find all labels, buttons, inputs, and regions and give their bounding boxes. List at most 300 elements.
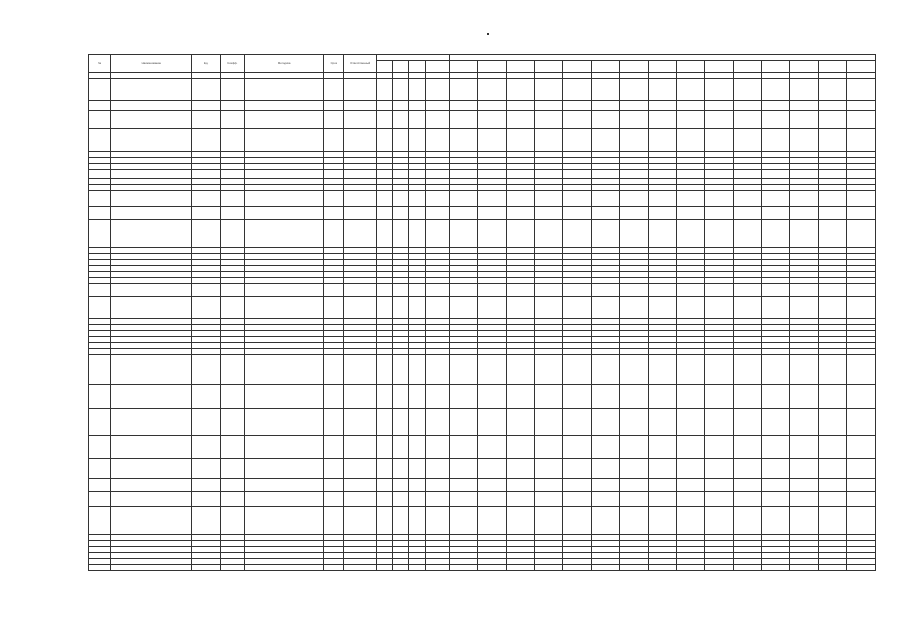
- table-cell: [591, 79, 619, 101]
- table-cell: [393, 297, 409, 319]
- table-cell: [409, 220, 425, 248]
- table-cell: [111, 220, 192, 248]
- table-cell: [535, 459, 563, 479]
- table-row: [89, 101, 876, 111]
- table-cell: [705, 101, 733, 111]
- table-cell: [376, 284, 392, 297]
- table-cell: [344, 479, 376, 492]
- table-cell: [220, 79, 244, 101]
- table-cell: [620, 409, 648, 436]
- table-cell: [220, 111, 244, 129]
- table-cell: [245, 355, 324, 385]
- table-cell: [620, 297, 648, 319]
- table-cell: [111, 207, 192, 220]
- table-cell: [563, 207, 591, 220]
- table-cell: [409, 129, 425, 152]
- table-cell: [425, 436, 449, 459]
- column-header: [376, 61, 392, 73]
- table-cell: [676, 409, 704, 436]
- table-cell: [591, 409, 619, 436]
- table-cell: [324, 170, 344, 179]
- table-cell: [506, 479, 534, 492]
- table-cell: [563, 355, 591, 385]
- column-header: №: [89, 55, 111, 73]
- table-cell: [535, 355, 563, 385]
- table-cell: [409, 111, 425, 129]
- table-cell: [790, 355, 818, 385]
- table-cell: [111, 111, 192, 129]
- table-cell: [376, 170, 392, 179]
- table-cell: [563, 79, 591, 101]
- table-cell: [762, 565, 790, 571]
- table-row: [89, 355, 876, 385]
- table-cell: [790, 297, 818, 319]
- table-cell: [506, 385, 534, 409]
- column-header: [425, 61, 449, 73]
- year-header: [648, 61, 676, 73]
- table-cell: [192, 436, 220, 459]
- table-cell: [818, 565, 846, 571]
- table-row: [89, 129, 876, 152]
- table-cell: [478, 220, 506, 248]
- table-cell: [478, 79, 506, 101]
- table-cell: [563, 409, 591, 436]
- table-cell: [324, 111, 344, 129]
- table-cell: [506, 492, 534, 507]
- year-header: [762, 61, 790, 73]
- table-cell: [449, 409, 477, 436]
- table-cell: [648, 111, 676, 129]
- table-cell: [705, 207, 733, 220]
- table-cell: [393, 79, 409, 101]
- table-cell: [192, 565, 220, 571]
- table-cell: [89, 191, 111, 207]
- table-row: [89, 385, 876, 409]
- table-cell: [89, 492, 111, 507]
- table-cell: [111, 170, 192, 179]
- table-cell: [591, 565, 619, 571]
- table-cell: [563, 479, 591, 492]
- table-cell: [563, 170, 591, 179]
- table-cell: [676, 507, 704, 535]
- table-cell: [790, 479, 818, 492]
- table-cell: [790, 207, 818, 220]
- table-cell: [676, 436, 704, 459]
- table-cell: [676, 355, 704, 385]
- table-cell: [620, 436, 648, 459]
- table-cell: [425, 129, 449, 152]
- table-cell: [818, 507, 846, 535]
- table-cell: [818, 459, 846, 479]
- table-row: [89, 111, 876, 129]
- table-cell: [506, 355, 534, 385]
- table-cell: [220, 284, 244, 297]
- table-cell: [818, 297, 846, 319]
- table-cell: [449, 170, 477, 179]
- table-cell: [376, 436, 392, 459]
- table-cell: [409, 284, 425, 297]
- table-cell: [535, 129, 563, 152]
- table-cell: [847, 220, 876, 248]
- table-cell: [591, 111, 619, 129]
- table-cell: [324, 191, 344, 207]
- table-row: [89, 220, 876, 248]
- table-cell: [506, 101, 534, 111]
- table-cell: [344, 459, 376, 479]
- table-cell: [705, 79, 733, 101]
- table-cell: [762, 459, 790, 479]
- table-cell: [648, 129, 676, 152]
- table-cell: [449, 436, 477, 459]
- table-cell: [245, 111, 324, 129]
- table-cell: [425, 191, 449, 207]
- table-cell: [478, 507, 506, 535]
- table-cell: [192, 207, 220, 220]
- table-cell: [245, 507, 324, 535]
- table-cell: [648, 409, 676, 436]
- table-cell: [478, 111, 506, 129]
- table-cell: [676, 492, 704, 507]
- table-cell: [676, 385, 704, 409]
- table-cell: [705, 409, 733, 436]
- table-cell: [409, 297, 425, 319]
- table-cell: [324, 129, 344, 152]
- table-cell: [89, 101, 111, 111]
- table-row: [89, 297, 876, 319]
- scan-mark: [487, 33, 489, 35]
- table-cell: [591, 385, 619, 409]
- table-cell: [409, 565, 425, 571]
- table-row: [89, 284, 876, 297]
- table-cell: [393, 207, 409, 220]
- column-header: Ответственный: [344, 55, 376, 73]
- table-cell: [847, 170, 876, 179]
- table-cell: [111, 479, 192, 492]
- year-header: [563, 61, 591, 73]
- table-cell: [89, 79, 111, 101]
- table-cell: [393, 507, 409, 535]
- table-cell: [409, 409, 425, 436]
- table-cell: [192, 284, 220, 297]
- table-cell: [762, 297, 790, 319]
- table-cell: [220, 385, 244, 409]
- table-cell: [245, 297, 324, 319]
- table-cell: [393, 170, 409, 179]
- table-cell: [591, 207, 619, 220]
- table-cell: [818, 284, 846, 297]
- table-cell: [376, 207, 392, 220]
- table-cell: [620, 129, 648, 152]
- table-cell: [245, 191, 324, 207]
- table-cell: [733, 492, 761, 507]
- table-cell: [818, 101, 846, 111]
- column-header: [393, 61, 409, 73]
- table-cell: [89, 565, 111, 571]
- table-cell: [89, 111, 111, 129]
- table-row: [89, 207, 876, 220]
- table-cell: [192, 297, 220, 319]
- table-cell: [245, 459, 324, 479]
- table-cell: [535, 207, 563, 220]
- table-cell: [506, 79, 534, 101]
- table-row: [89, 409, 876, 436]
- table-cell: [220, 101, 244, 111]
- table-cell: [344, 507, 376, 535]
- table-cell: [409, 355, 425, 385]
- table-cell: [245, 79, 324, 101]
- table-cell: [790, 79, 818, 101]
- table-cell: [425, 492, 449, 507]
- table-cell: [220, 409, 244, 436]
- table-cell: [449, 101, 477, 111]
- table-cell: [648, 507, 676, 535]
- table-cell: [393, 385, 409, 409]
- table-cell: [393, 409, 409, 436]
- table-cell: [506, 129, 534, 152]
- table-cell: [344, 297, 376, 319]
- table-cell: [847, 101, 876, 111]
- table-cell: [425, 170, 449, 179]
- table-cell: [478, 436, 506, 459]
- table-cell: [393, 191, 409, 207]
- table-cell: [705, 129, 733, 152]
- table-cell: [648, 436, 676, 459]
- table-cell: [847, 129, 876, 152]
- table-cell: [245, 220, 324, 248]
- column-header: Методика: [245, 55, 324, 73]
- table-cell: [449, 220, 477, 248]
- table-cell: [790, 170, 818, 179]
- table-cell: [409, 385, 425, 409]
- table-cell: [393, 565, 409, 571]
- table-cell: [425, 385, 449, 409]
- table-cell: [790, 191, 818, 207]
- table-cell: [245, 101, 324, 111]
- table-cell: [506, 284, 534, 297]
- table-cell: [563, 565, 591, 571]
- table-cell: [425, 355, 449, 385]
- table-cell: [393, 459, 409, 479]
- table-cell: [449, 507, 477, 535]
- table-cell: [220, 479, 244, 492]
- table-cell: [506, 220, 534, 248]
- table-cell: [192, 129, 220, 152]
- table-cell: [220, 207, 244, 220]
- table-cell: [111, 297, 192, 319]
- table-cell: [478, 101, 506, 111]
- table-row: [89, 191, 876, 207]
- year-header: [449, 61, 477, 73]
- table-cell: [220, 220, 244, 248]
- table-cell: [220, 170, 244, 179]
- table-cell: [733, 111, 761, 129]
- table-cell: [478, 492, 506, 507]
- table-cell: [344, 409, 376, 436]
- table-cell: [591, 459, 619, 479]
- table-cell: [790, 436, 818, 459]
- table-cell: [220, 129, 244, 152]
- table-cell: [591, 297, 619, 319]
- table-cell: [192, 101, 220, 111]
- table-cell: [409, 459, 425, 479]
- table-cell: [506, 459, 534, 479]
- table-cell: [409, 507, 425, 535]
- table-cell: [733, 409, 761, 436]
- table-cell: [478, 459, 506, 479]
- table-cell: [506, 170, 534, 179]
- table-cell: [220, 507, 244, 535]
- table-cell: [620, 207, 648, 220]
- table-cell: [376, 129, 392, 152]
- table-cell: [648, 191, 676, 207]
- year-header: [790, 61, 818, 73]
- table-cell: [425, 79, 449, 101]
- table-cell: [324, 355, 344, 385]
- table-cell: [506, 207, 534, 220]
- table-cell: [847, 284, 876, 297]
- table-cell: [676, 170, 704, 179]
- table-cell: [648, 565, 676, 571]
- table-cell: [620, 111, 648, 129]
- table-cell: [733, 565, 761, 571]
- table-cell: [449, 565, 477, 571]
- table-cell: [620, 79, 648, 101]
- table-cell: [376, 492, 392, 507]
- table-cell: [111, 436, 192, 459]
- table-cell: [676, 479, 704, 492]
- table-cell: [393, 129, 409, 152]
- table-cell: [563, 492, 591, 507]
- table-cell: [620, 220, 648, 248]
- table-cell: [89, 409, 111, 436]
- table-cell: [449, 129, 477, 152]
- table-cell: [449, 207, 477, 220]
- table-cell: [192, 170, 220, 179]
- table-cell: [790, 129, 818, 152]
- table-cell: [376, 101, 392, 111]
- table-cell: [449, 191, 477, 207]
- table-cell: [324, 409, 344, 436]
- table-cell: [620, 101, 648, 111]
- table-cell: [563, 129, 591, 152]
- table-cell: [449, 79, 477, 101]
- table-cell: [535, 79, 563, 101]
- table-cell: [192, 507, 220, 535]
- table-cell: [89, 459, 111, 479]
- table-cell: [344, 220, 376, 248]
- table-cell: [393, 479, 409, 492]
- table-cell: [409, 191, 425, 207]
- table-cell: [847, 459, 876, 479]
- table-cell: [733, 191, 761, 207]
- table-cell: [733, 284, 761, 297]
- table-cell: [733, 507, 761, 535]
- table-cell: [818, 385, 846, 409]
- table-cell: [324, 507, 344, 535]
- table-cell: [676, 191, 704, 207]
- table-row: [89, 79, 876, 101]
- table-cell: [409, 170, 425, 179]
- table-cell: [449, 284, 477, 297]
- table-cell: [376, 79, 392, 101]
- table-cell: [847, 355, 876, 385]
- table-cell: [324, 385, 344, 409]
- table-cell: [344, 170, 376, 179]
- table-cell: [535, 170, 563, 179]
- table-cell: [847, 207, 876, 220]
- table-cell: [648, 79, 676, 101]
- table-cell: [676, 459, 704, 479]
- table-cell: [478, 170, 506, 179]
- table-cell: [733, 101, 761, 111]
- table-cell: [705, 220, 733, 248]
- table-cell: [192, 111, 220, 129]
- table-cell: [89, 170, 111, 179]
- table-cell: [111, 355, 192, 385]
- table-cell: [620, 479, 648, 492]
- table-cell: [790, 101, 818, 111]
- table-cell: [535, 284, 563, 297]
- table-cell: [192, 220, 220, 248]
- table-cell: [535, 101, 563, 111]
- table-cell: [409, 101, 425, 111]
- table-cell: [376, 479, 392, 492]
- table-cell: [591, 492, 619, 507]
- table-cell: [506, 436, 534, 459]
- table-cell: [220, 492, 244, 507]
- table-cell: [648, 385, 676, 409]
- table-cell: [324, 459, 344, 479]
- table-cell: [425, 220, 449, 248]
- table-cell: [705, 459, 733, 479]
- table-cell: [676, 284, 704, 297]
- table-cell: [620, 191, 648, 207]
- table-cell: [376, 191, 392, 207]
- table-cell: [733, 479, 761, 492]
- column-header: [409, 61, 425, 73]
- table-cell: [245, 436, 324, 459]
- table-cell: [762, 409, 790, 436]
- table-cell: [762, 191, 790, 207]
- table-cell: [478, 479, 506, 492]
- table-row: [89, 170, 876, 179]
- column-header: Срок: [324, 55, 344, 73]
- table-cell: [705, 297, 733, 319]
- table-cell: [111, 385, 192, 409]
- year-header: [733, 61, 761, 73]
- table-cell: [89, 220, 111, 248]
- table-cell: [393, 284, 409, 297]
- table-cell: [89, 284, 111, 297]
- table-cell: [591, 220, 619, 248]
- table-cell: [478, 207, 506, 220]
- table-cell: [620, 492, 648, 507]
- table-cell: [847, 191, 876, 207]
- table-cell: [478, 355, 506, 385]
- table-cell: [478, 409, 506, 436]
- table-cell: [344, 191, 376, 207]
- table-cell: [535, 385, 563, 409]
- table-cell: [376, 111, 392, 129]
- table-cell: [89, 479, 111, 492]
- table-cell: [620, 565, 648, 571]
- table-cell: [818, 207, 846, 220]
- table-cell: [563, 220, 591, 248]
- table-cell: [449, 111, 477, 129]
- table-cell: [324, 479, 344, 492]
- table-cell: [478, 129, 506, 152]
- table-cell: [478, 385, 506, 409]
